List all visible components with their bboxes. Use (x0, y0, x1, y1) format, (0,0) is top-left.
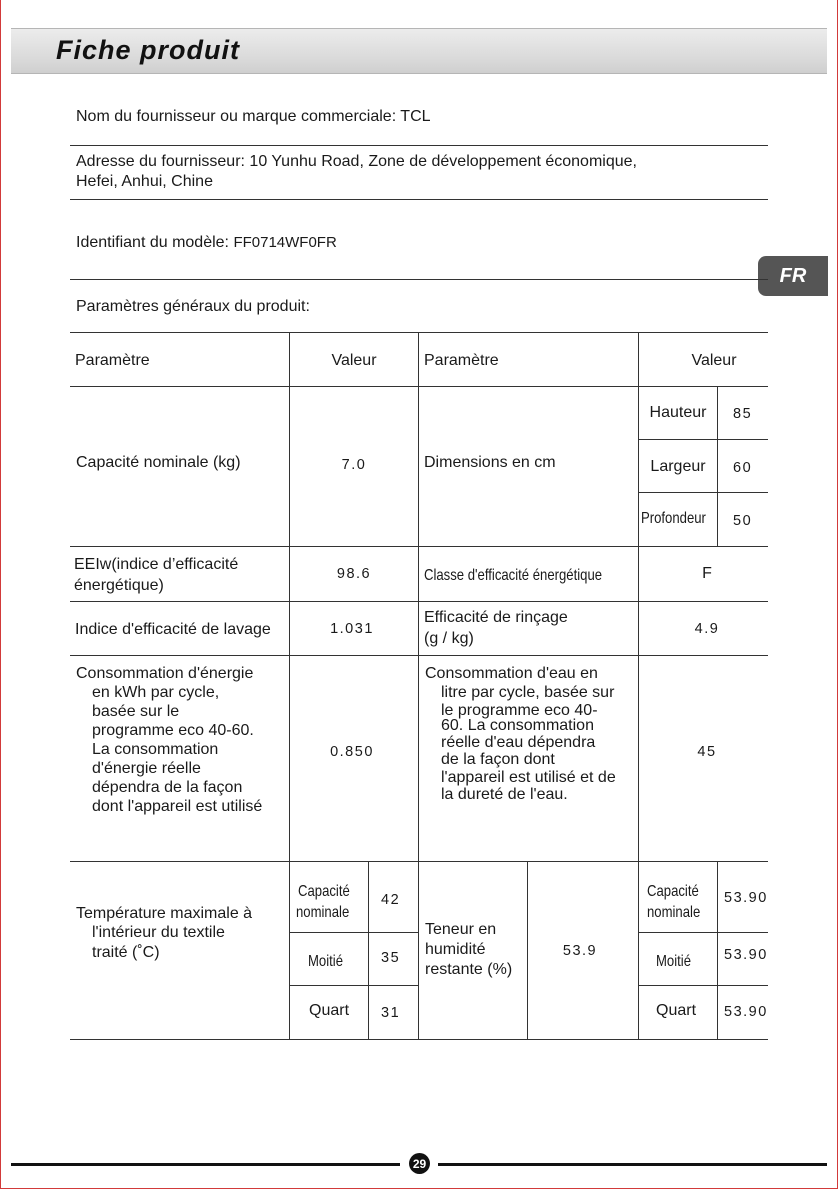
moisture-label-line-2: humidité (425, 941, 486, 958)
temp-capacity-value: 42 (381, 892, 401, 908)
dimensions-label: Dimensions en cm (424, 454, 556, 471)
temp-capacity-label-line-1: Capacité (298, 883, 350, 900)
moisture-capacity-label-line-2: nominale (647, 904, 701, 921)
temperature-label-line-2: l'intérieur du textile (92, 924, 225, 941)
depth-value: 50 (733, 513, 753, 529)
water-consumption-line-1: Consommation d'eau en (425, 665, 598, 682)
model-value: FF0714WF0FR (233, 234, 337, 251)
temp-half-label: Moitié (308, 953, 344, 970)
water-consumption-value: 45 (697, 744, 717, 760)
energy-consumption-line-1: Consommation d'énergie (76, 665, 254, 682)
page-number: 29 (409, 1153, 430, 1174)
page-title: Fiche produit (56, 35, 240, 65)
moisture-quarter-value: 53.90 (724, 1004, 768, 1020)
temperature-label-line-1: Température maximale à (76, 905, 253, 922)
energy-consumption-line-6: d'énergie réelle (92, 760, 201, 777)
energy-consumption-line-7: dépendra de la façon (92, 779, 243, 796)
header-value-2: Valeur (691, 352, 737, 369)
depth-label: Profondeur (641, 510, 706, 527)
water-consumption-line-7: l'appareil est utilisé et de (441, 769, 616, 786)
temp-quarter-label: Quart (309, 1002, 350, 1019)
table-line (638, 492, 768, 493)
table-line (717, 861, 718, 1039)
temp-quarter-value: 31 (381, 1005, 401, 1021)
energy-consumption-line-5: La consommation (92, 741, 219, 758)
moisture-value: 53.9 (562, 943, 598, 959)
energy-class-label: Classe d'efficacité énergétique (424, 567, 603, 584)
moisture-capacity-label-line-1: Capacité (647, 883, 699, 900)
table-line (70, 655, 768, 656)
supplier-address-line-2: Hefei, Anhui, Chine (76, 173, 213, 190)
table-line (638, 985, 768, 986)
energy-consumption-line-4: programme eco 40-60. (92, 722, 254, 739)
rinse-label-line-2: (g / kg) (424, 630, 474, 647)
width-label: Largeur (650, 458, 706, 475)
eeiw-value: 98.6 (336, 566, 372, 582)
energy-consumption-line-8: dont l'appareil est utilisé (92, 798, 263, 815)
supplier-name: Nom du fournisseur ou marque commerciale: TCL (76, 108, 431, 125)
water-consumption-line-3: le programme eco 40- (441, 702, 598, 719)
model-identifier (76, 233, 337, 253)
moisture-label-line-3: restante (%) (425, 961, 513, 978)
table-line (638, 439, 768, 440)
temp-half-value: 35 (381, 950, 401, 966)
moisture-half-value: 53.90 (724, 947, 768, 963)
energy-consumption-value: 0.850 (330, 744, 374, 760)
temperature-label-line-3: traité (˚C) (92, 944, 160, 961)
table-line (638, 932, 768, 933)
water-consumption-line-4: 60. La consommation (441, 717, 594, 734)
table-line (289, 932, 418, 933)
table-line (70, 332, 768, 333)
table-line (289, 985, 418, 986)
moisture-quarter-label: Quart (656, 1002, 697, 1019)
moisture-capacity-value: 53.90 (724, 890, 768, 906)
rinse-label-line-1: Efficacité de rinçage (424, 609, 568, 626)
width-value: 60 (733, 460, 753, 476)
table-line (289, 332, 290, 1039)
footer-line-left (11, 1163, 400, 1166)
capacity-label: Capacité nominale (kg) (76, 454, 241, 471)
height-value: 85 (733, 406, 753, 422)
title-bar (11, 28, 827, 74)
eeiw-label-line-2: énergétique) (74, 577, 164, 594)
section-title: Paramètres généraux du produit: (76, 298, 310, 315)
table-line (70, 546, 768, 547)
table-line (70, 861, 768, 862)
wash-index-label: Indice d'efficacité de lavage (75, 621, 271, 638)
divider (70, 199, 768, 200)
moisture-half-label: Moitié (656, 953, 692, 970)
height-label: Hauteur (649, 404, 707, 421)
header-parameter-2: Paramètre (424, 352, 499, 369)
energy-consumption-line-2: en kWh par cycle, (92, 684, 220, 701)
language-tab-fr: FR (758, 256, 828, 296)
moisture-label-line-1: Teneur en (425, 921, 497, 938)
header-parameter: Paramètre (75, 352, 150, 369)
water-consumption-line-5: réelle d'eau dépendra (441, 734, 596, 751)
table-line (638, 332, 639, 1039)
supplier-address-line-1: Adresse du fournisseur: 10 Yunhu Road, Zone de développement économique, (76, 153, 637, 170)
energy-class-value: F (702, 565, 712, 582)
header-value: Valeur (331, 352, 377, 369)
model-label: Identifiant du modèle: (76, 234, 234, 251)
eeiw-label-line-1: EEIw(indice d’efficacité (74, 556, 239, 573)
table-line (70, 601, 768, 602)
footer-line-right (438, 1163, 827, 1166)
table-line (70, 1039, 768, 1040)
water-consumption-line-6: de la façon dont (441, 751, 555, 768)
divider (70, 145, 768, 146)
table-line (70, 386, 768, 387)
water-consumption-line-8: la dureté de l'eau. (441, 786, 568, 803)
energy-consumption-line-3: basée sur le (92, 703, 180, 720)
table-line (368, 861, 369, 1039)
table-line (418, 332, 419, 1039)
wash-index-value: 1.031 (330, 621, 374, 637)
temp-capacity-label-line-2: nominale (296, 904, 350, 921)
divider (70, 279, 768, 280)
table-line (717, 386, 718, 546)
rinse-value: 4.9 (694, 621, 720, 637)
water-consumption-line-2: litre par cycle, basée sur (441, 684, 615, 701)
capacity-value: 7.0 (341, 457, 367, 473)
